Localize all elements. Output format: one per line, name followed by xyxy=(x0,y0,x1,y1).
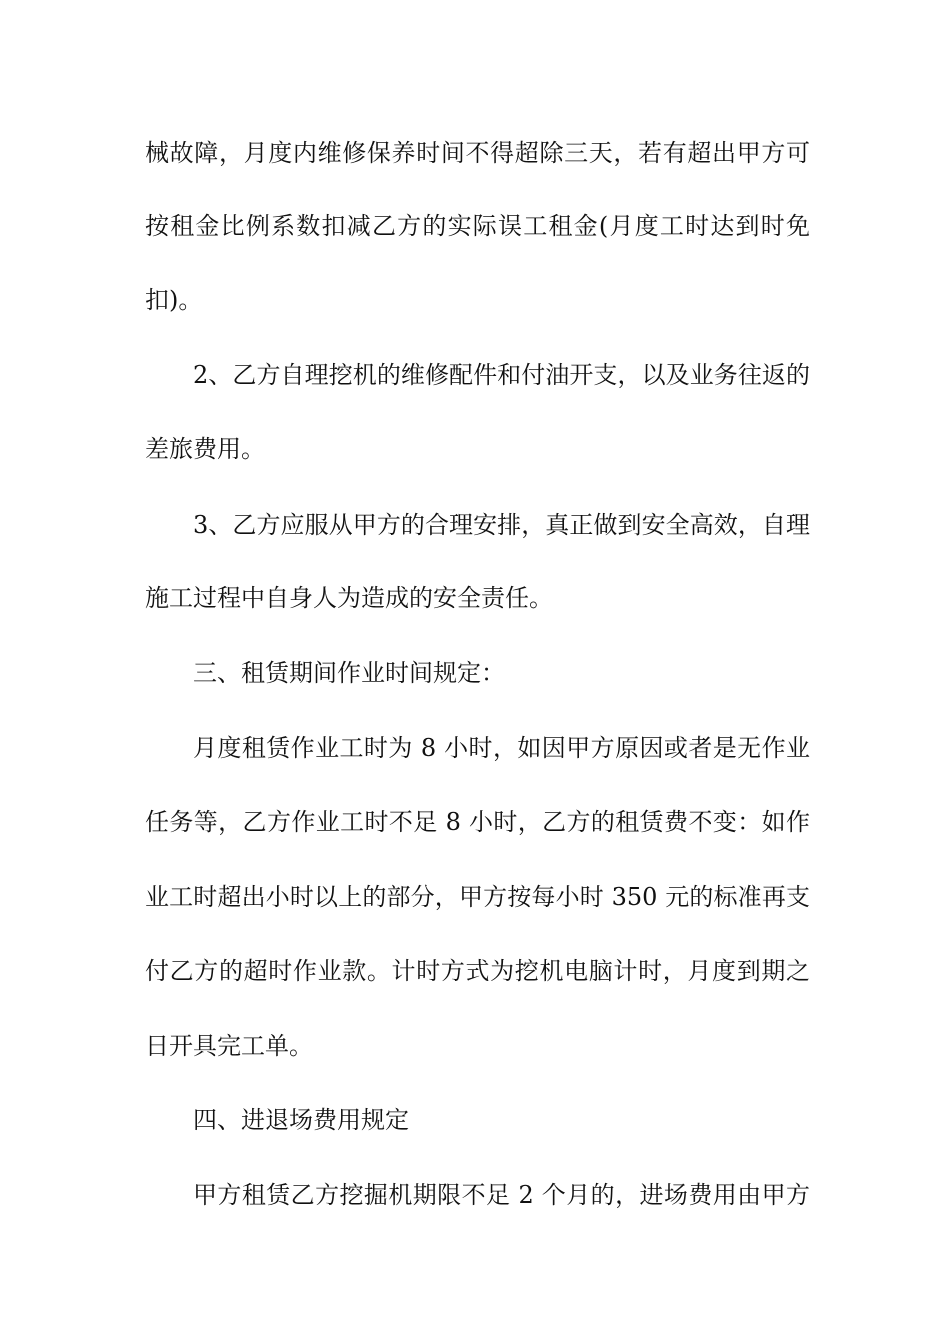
section-heading: 三、租赁期间作业时间规定： xyxy=(193,659,505,687)
paragraph-first-line: 月度租赁作业工时为 8 小时，如因甲方原因或者是无作业 xyxy=(193,734,810,762)
body-text-line: 业工时超出小时以上的部分，甲方按每小时 350 元的标准再支 xyxy=(145,883,810,911)
body-text-line: 日开具完工单。 xyxy=(145,1032,313,1060)
paragraph-first-line: 2、乙方自理挖机的维修配件和付油开支，以及业务往返的 xyxy=(193,361,810,389)
paragraph-first-line: 3、乙方应服从甲方的合理安排，真正做到安全高效，自理 xyxy=(193,511,810,539)
body-text-line: 任务等，乙方作业工时不足 8 小时，乙方的租赁费不变：如作 xyxy=(145,808,810,836)
body-text-line: 付乙方的超时作业款。计时方式为挖机电脑计时，月度到期之 xyxy=(145,957,810,985)
body-text-line: 扣)。 xyxy=(145,286,203,314)
section-heading: 四、进退场费用规定 xyxy=(193,1106,409,1134)
body-text-line: 施工过程中自身人为造成的安全责任。 xyxy=(145,584,553,612)
body-text-line: 械故障，月度内维修保养时间不得超除三天，若有超出甲方可 xyxy=(145,139,810,167)
body-text-line: 差旅费用。 xyxy=(145,435,265,463)
paragraph-first-line: 甲方租赁乙方挖掘机期限不足 2 个月的，进场费用由甲方 xyxy=(193,1181,810,1209)
body-text-line: 按租金比例系数扣减乙方的实际误工租金(月度工时达到时免 xyxy=(145,212,810,240)
